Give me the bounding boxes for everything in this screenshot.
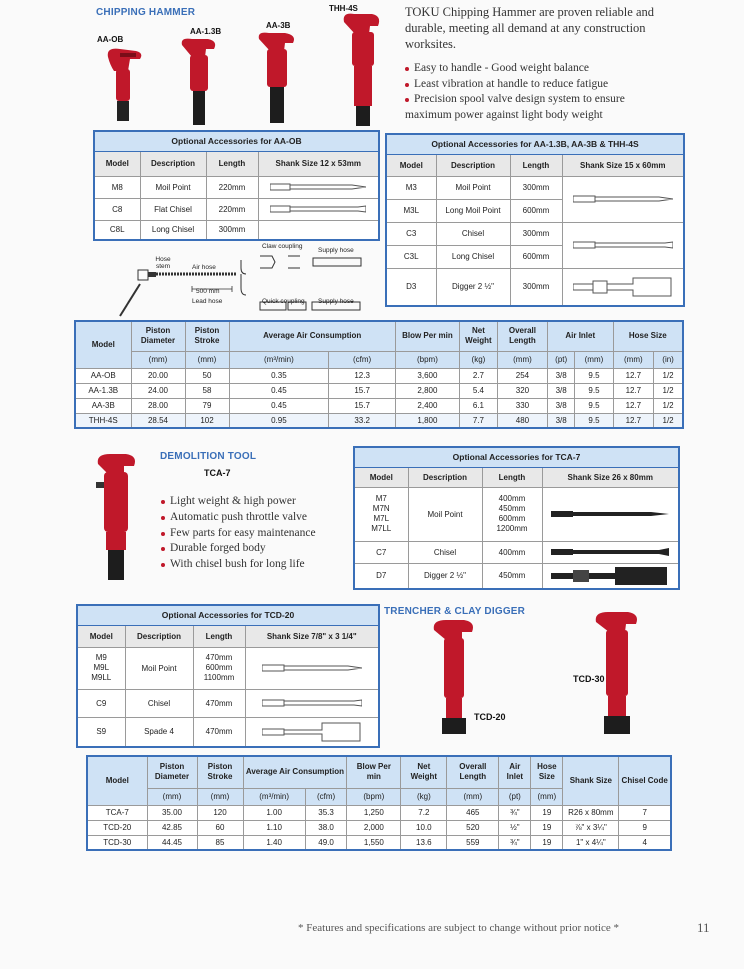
table-caption: Optional Accessories for TCA-7 [354, 447, 679, 467]
trencher-title: TRENCHER & CLAY DIGGER [384, 606, 526, 617]
table-row [386, 222, 684, 245]
col-header: Air Inlet [499, 756, 531, 788]
cell-description: Chisel [408, 541, 482, 563]
cell-description: Moil Point [125, 647, 193, 689]
spec-rows [75, 368, 683, 428]
unit-header: (mm) [497, 351, 547, 368]
table-cell: 3/8 [547, 368, 574, 383]
unit-header: (mm) [185, 351, 229, 368]
table-cell: 28.54 [131, 413, 185, 428]
col-header: Model [354, 467, 408, 487]
table-cell: 1,550 [347, 835, 401, 850]
table-row [75, 368, 683, 383]
supply-hose-label-2: Supply hose [318, 298, 354, 305]
cell-length: 470mm 600mm 1100mm [193, 647, 245, 689]
table-cell: 35.00 [147, 805, 197, 820]
table-cell: 49.0 [305, 835, 347, 850]
table-cell: 2,800 [395, 383, 459, 398]
cell-description: Digger 2 ½" [436, 268, 510, 306]
table-cell: 24.00 [131, 383, 185, 398]
tool-label-thh4s: THH-4S [329, 4, 358, 13]
accessories-aa13b-table [385, 133, 685, 307]
tcd20-digger-image [430, 618, 476, 736]
col-header: Piston Diameter [147, 756, 197, 788]
unit-header: (mm) [131, 351, 185, 368]
table-cell: 10.0 [401, 820, 447, 835]
col-header: Average Air Consumption [243, 756, 347, 788]
cell-description: Long Moil Point [436, 199, 510, 222]
cell-model: M8 [94, 176, 140, 198]
table-cell: 1/2 [654, 398, 683, 413]
table-cell: 60 [197, 820, 243, 835]
table-cell: 12.7 [613, 383, 654, 398]
table-cell: 1/2 [654, 383, 683, 398]
table-row [94, 176, 379, 198]
cell-model: C8 [94, 198, 140, 220]
aa13b-hammer-image [178, 37, 220, 129]
cell-length: 600mm [510, 245, 562, 268]
cell-model: C3 [386, 222, 436, 245]
table-cell: 120 [197, 805, 243, 820]
table-cell: 0.45 [229, 383, 329, 398]
cell-length: 300mm [510, 222, 562, 245]
cell-length: 400mm 450mm 600mm 1200mm [482, 487, 542, 541]
cell-length: 470mm [193, 689, 245, 717]
feature-item: Durable forged body [161, 541, 351, 557]
supply-hose-label: Supply hose [318, 247, 354, 254]
quick-coupling-label: Quick coupling [262, 298, 305, 305]
cell-model: M3L [386, 199, 436, 222]
feature-item: With chisel bush for long life [161, 557, 351, 573]
thh4s-hammer-image [340, 12, 386, 130]
cell-length: 470mm [193, 717, 245, 747]
table-cell: 2,400 [395, 398, 459, 413]
col-header: Chisel Code [619, 756, 671, 805]
table-cell: 12.7 [613, 368, 654, 383]
chisel-bit-icon [542, 541, 679, 563]
col-header: Net Weight [401, 756, 447, 788]
feature-item-continued: maximum power against light body weight [405, 108, 603, 121]
air-hose-label: Air hose [192, 264, 216, 271]
table-cell: 480 [497, 413, 547, 428]
table-caption: Optional Accessories for AA-OB [94, 131, 379, 151]
flat-chisel-bit-icon [258, 198, 379, 220]
col-header: Hose Size [613, 321, 683, 351]
col-header: Air Inlet [547, 321, 613, 351]
tool-label-tcd20: TCD-20 [474, 712, 506, 722]
feature-item: Precision spool valve design system to ensure [405, 92, 695, 108]
feature-item: Least vibration at handle to reduce fatigue [405, 77, 695, 93]
col-header: Blow Per min [347, 756, 401, 788]
cell-model: D7 [354, 563, 408, 589]
unit-header: (m³/min) [229, 351, 329, 368]
chisel-bit-icon [245, 689, 379, 717]
cell-model: TCD-20 [87, 820, 147, 835]
col-header: Blow Per min [395, 321, 459, 351]
col-header: Description [140, 151, 206, 176]
tool-label-aaob: AA-OB [97, 35, 124, 44]
cell-model: C3L [386, 245, 436, 268]
long-chisel-bit-icon [258, 220, 379, 240]
col-header: Overall Length [497, 321, 547, 351]
table-row [386, 176, 684, 199]
table-cell: 559 [447, 835, 499, 850]
table-cell: 19 [531, 835, 563, 850]
table-cell: 1.00 [243, 805, 305, 820]
table-cell: 15.7 [329, 383, 396, 398]
table-cell: 0.95 [229, 413, 329, 428]
moil-point-bit-icon [542, 487, 679, 541]
cell-model: M9 M9L M9LL [77, 647, 125, 689]
col-header: Piston Stroke [197, 756, 243, 788]
demolition-features [161, 494, 351, 573]
table-cell: 15.7 [329, 398, 396, 413]
table-cell: 35.3 [305, 805, 347, 820]
unit-header: (mm) [197, 788, 243, 805]
table-cell: 7 [619, 805, 671, 820]
cell-description: Spade 4 [125, 717, 193, 747]
cell-model: C7 [354, 541, 408, 563]
col-header: Shank Size 7/8" x 3 1/4" [245, 625, 379, 647]
cell-length: 220mm [206, 198, 258, 220]
table-row [75, 413, 683, 428]
unit-header: (cfm) [329, 351, 396, 368]
cell-model: AA-1.3B [75, 383, 131, 398]
col-header: Model [77, 625, 125, 647]
table-cell: 465 [447, 805, 499, 820]
cell-description: Flat Chisel [140, 198, 206, 220]
table-caption: Optional Accessories for TCD-20 [77, 605, 379, 625]
unit-header: (mm) [531, 788, 563, 805]
table-cell: 79 [185, 398, 229, 413]
cell-length: 450mm [482, 563, 542, 589]
cell-length: 400mm [482, 541, 542, 563]
table-cell: ⅞" x 3¼" [563, 820, 619, 835]
cell-model: C8L [94, 220, 140, 240]
table-cell: 520 [447, 820, 499, 835]
table-cell: 9.5 [575, 398, 613, 413]
feature-item: Automatic push throttle valve [161, 510, 351, 526]
demolition-title: DEMOLITION TOOL [160, 451, 257, 462]
cell-model: TCD-30 [87, 835, 147, 850]
table-row [77, 689, 379, 717]
tool-label-tcd30: TCD-30 [573, 674, 605, 684]
table-cell: 42.85 [147, 820, 197, 835]
tool-label-aa3b: AA-3B [266, 21, 291, 30]
table-cell: 320 [497, 383, 547, 398]
table-cell: ½" [499, 820, 531, 835]
cell-length: 300mm [510, 176, 562, 199]
chipping-spec-table [74, 320, 684, 429]
unit-header: (in) [654, 351, 683, 368]
table-cell: 9.5 [575, 413, 613, 428]
cell-length: 300mm [206, 220, 258, 240]
table-cell: 1,800 [395, 413, 459, 428]
unit-header: (bpm) [347, 788, 401, 805]
accessories-tca7-table [353, 446, 680, 590]
col-header: Piston Diameter [131, 321, 185, 351]
col-header: Overall Length [447, 756, 499, 788]
spade-bit-icon [245, 717, 379, 747]
table-cell: 9 [619, 820, 671, 835]
table-cell: 4 [619, 835, 671, 850]
demolition-spec-table [86, 755, 672, 851]
unit-header: (pt) [499, 788, 531, 805]
table-cell: 0.35 [229, 368, 329, 383]
page-number: 11 [697, 920, 710, 935]
table-row [87, 805, 671, 820]
col-header: Model [386, 154, 436, 176]
feature-item: Light weight & high power [161, 494, 351, 510]
col-header: Piston Stroke [185, 321, 229, 351]
col-header: Shank Size 15 x 60mm [562, 154, 684, 176]
feature-item: Easy to handle - Good weight balance [405, 61, 695, 77]
table-cell: 12.3 [329, 368, 396, 383]
cell-model: TCA-7 [87, 805, 147, 820]
col-header: Length [510, 154, 562, 176]
table-cell: 9.5 [575, 383, 613, 398]
unit-header: (m³/min) [243, 788, 305, 805]
chisel-bit-icon [562, 222, 684, 268]
table-cell: 1.40 [243, 835, 305, 850]
col-header: Shank Size 12 x 53mm [258, 151, 379, 176]
hose-diagram [110, 240, 380, 320]
accessories-tcd20-table [76, 604, 380, 748]
col-header: Description [125, 625, 193, 647]
col-header: Shank Size 26 x 80mm [542, 467, 679, 487]
table-cell: 7.2 [401, 805, 447, 820]
unit-header: (pt) [547, 351, 574, 368]
accessories-aaob-table [93, 130, 380, 241]
unit-header: (mm) [613, 351, 654, 368]
table-row [77, 647, 379, 689]
table-cell: 6.1 [459, 398, 497, 413]
cell-length: 300mm [510, 268, 562, 306]
cell-length: 600mm [510, 199, 562, 222]
table-cell: 3/8 [547, 383, 574, 398]
claw-coupling-label: Claw coupling [262, 243, 303, 250]
cell-model: S9 [77, 717, 125, 747]
col-header: Description [408, 467, 482, 487]
cell-model: M7 M7N M7L M7LL [354, 487, 408, 541]
tool-label-aa13b: AA-1.3B [190, 27, 222, 36]
moil-point-bit-icon [258, 176, 379, 198]
table-cell: 19 [531, 820, 563, 835]
cell-model: AA-OB [75, 368, 131, 383]
footer-note: * Features and specifications are subject to change without prior notice * [298, 922, 620, 934]
table-cell: 13.6 [401, 835, 447, 850]
cell-length: 220mm [206, 176, 258, 198]
cell-description: Chisel [436, 222, 510, 245]
table-cell: 1,250 [347, 805, 401, 820]
table-caption: Optional Accessories for AA-1.3B, AA-3B & THH-4S [386, 134, 684, 154]
aa3b-hammer-image [255, 31, 299, 127]
table-cell: 5.4 [459, 383, 497, 398]
cell-model: C9 [77, 689, 125, 717]
cell-description: Long Chisel [140, 220, 206, 240]
table-cell: 20.00 [131, 368, 185, 383]
table-cell: 2,000 [347, 820, 401, 835]
cell-description: Long Chisel [436, 245, 510, 268]
col-header: Length [193, 625, 245, 647]
table-cell: 9.5 [575, 368, 613, 383]
table-cell: 102 [185, 413, 229, 428]
col-header: Net Weight [459, 321, 497, 351]
cell-description: Chisel [125, 689, 193, 717]
table-cell: 28.00 [131, 398, 185, 413]
table-cell: 12.7 [613, 398, 654, 413]
moil-point-bit-icon [245, 647, 379, 689]
table-cell: 1.10 [243, 820, 305, 835]
table-row [77, 717, 379, 747]
table-cell: 44.45 [147, 835, 197, 850]
table-cell: 58 [185, 383, 229, 398]
unit-header: (mm) [575, 351, 613, 368]
unit-header: (mm) [147, 788, 197, 805]
table-cell: 330 [497, 398, 547, 413]
table-cell: 19 [531, 805, 563, 820]
col-header: Length [482, 467, 542, 487]
col-header: Model [94, 151, 140, 176]
chipping-features [405, 61, 695, 123]
feature-item: Few parts for easy maintenance [161, 526, 351, 542]
hose-length-label: 500 mm [196, 288, 220, 295]
table-row [75, 398, 683, 413]
table-row [94, 198, 379, 220]
unit-header: (cfm) [305, 788, 347, 805]
unit-header: (bpm) [395, 351, 459, 368]
cell-description: Digger 2 ½" [408, 563, 482, 589]
digger-bit-icon [542, 563, 679, 589]
table-cell: 12.7 [613, 413, 654, 428]
table-cell: ¾" [499, 835, 531, 850]
table-cell: 85 [197, 835, 243, 850]
moil-point-bit-icon [562, 176, 684, 222]
chipping-intro: TOKU Chipping Hammer are proven reliable and durable, meeting all demand at any construction worksites. [405, 5, 654, 51]
table-cell: R26 x 80mm [563, 805, 619, 820]
table-cell: 50 [185, 368, 229, 383]
digger-bit-icon [562, 268, 684, 306]
table-cell: 0.45 [229, 398, 329, 413]
table-cell: 33.2 [329, 413, 396, 428]
cell-model: THH-4S [75, 413, 131, 428]
table-cell: 3/8 [547, 398, 574, 413]
table-row [354, 541, 679, 563]
unit-header: (mm) [447, 788, 499, 805]
col-header: Length [206, 151, 258, 176]
table-cell: 7.7 [459, 413, 497, 428]
table-cell: 1/2 [654, 413, 683, 428]
table-row [87, 820, 671, 835]
table-cell: ¾" [499, 805, 531, 820]
cell-description: Moil Point [140, 176, 206, 198]
cell-model: D3 [386, 268, 436, 306]
cell-description: Moil Point [408, 487, 482, 541]
lead-hose-label: Lead hose [192, 298, 223, 305]
aaob-hammer-image [100, 45, 150, 127]
col-header: Model [87, 756, 147, 805]
col-header: Shank Size [563, 756, 619, 805]
table-cell: 3,600 [395, 368, 459, 383]
table-cell: 1" x 4¼" [563, 835, 619, 850]
tool-label-tca7: TCA-7 [204, 468, 231, 478]
cell-description: Moil Point [436, 176, 510, 199]
table-cell: 254 [497, 368, 547, 383]
col-header: Model [75, 321, 131, 368]
cell-model: M3 [386, 176, 436, 199]
table-cell: 3/8 [547, 413, 574, 428]
tca7-breaker-image [92, 452, 140, 588]
unit-header: (kg) [459, 351, 497, 368]
table-row [386, 268, 684, 306]
table-row [94, 220, 379, 240]
table-row [75, 383, 683, 398]
table-row [354, 563, 679, 589]
table-cell: 2.7 [459, 368, 497, 383]
table-row [354, 487, 679, 541]
cell-model: AA-3B [75, 398, 131, 413]
col-header: Description [436, 154, 510, 176]
hose-stem-label: Hose stem [155, 256, 171, 270]
spec-rows [87, 805, 671, 850]
table-cell: 38.0 [305, 820, 347, 835]
table-row [87, 835, 671, 850]
unit-header: (kg) [401, 788, 447, 805]
col-header: Average Air Consumption [229, 321, 395, 351]
table-cell: 1/2 [654, 368, 683, 383]
col-header: Hose Size [531, 756, 563, 788]
chipping-title: CHIPPING HAMMER [96, 7, 196, 18]
